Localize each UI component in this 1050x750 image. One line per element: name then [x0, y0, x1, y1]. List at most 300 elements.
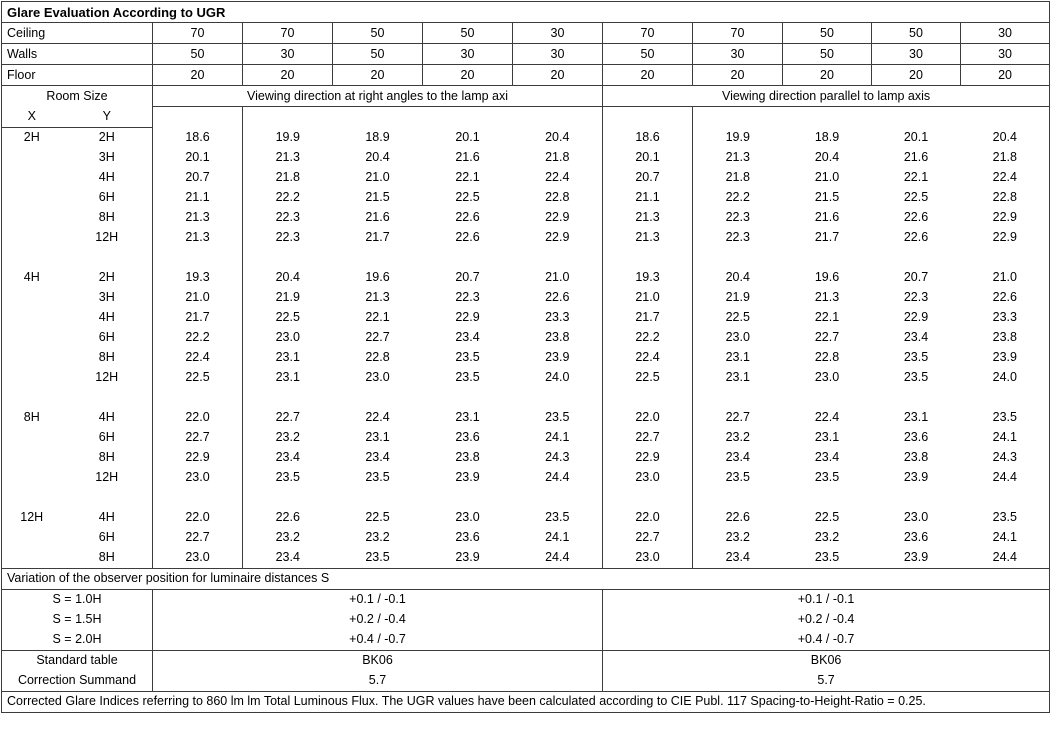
ceiling-value: 50 — [333, 23, 423, 44]
ugr-value: 22.8 — [961, 188, 1050, 208]
y-value: 6H — [62, 528, 153, 548]
grid-cell — [603, 107, 693, 128]
ugr-value: 22.7 — [725, 410, 750, 425]
grid-cell — [693, 107, 783, 128]
ugr-value: 22.2 — [275, 190, 300, 205]
variation-left-value: +0.4 / -0.7 — [153, 630, 603, 651]
ugr-value: 20.4 — [275, 270, 300, 285]
ceiling-value: 50 — [423, 23, 513, 44]
group-spacer-row — [2, 388, 1050, 408]
grid-cell — [153, 248, 243, 268]
ugr-value: 21.8 — [725, 170, 750, 185]
ugr-value: 23.0 — [153, 548, 243, 569]
ugr-value: 24.1 — [961, 528, 1050, 548]
x-value — [2, 528, 62, 548]
grid-cell — [2, 488, 62, 508]
table-row — [2, 610, 1050, 630]
ugr-value: 20.7 — [153, 168, 243, 188]
ugr-value: 19.3 — [603, 268, 693, 288]
ugr-value: 23.9 — [513, 348, 603, 368]
ugr-value: 24.3 — [961, 448, 1050, 468]
ugr-value: 23.5 — [455, 370, 480, 385]
ugr-value: 21.0 — [814, 170, 840, 185]
floor-value: 20 — [872, 65, 961, 86]
ugr-value: 23.9 — [903, 470, 929, 485]
ugr-value: 20.7 — [455, 270, 480, 285]
ugr-value: 22.7 — [814, 330, 840, 345]
y-value: 12H — [62, 368, 153, 388]
ugr-value: 22.5 — [365, 510, 390, 525]
grid-cell — [783, 488, 872, 508]
grid-cell — [333, 248, 423, 268]
ugr-value: 23.5 — [783, 548, 872, 569]
ugr-value: 22.2 — [153, 328, 243, 348]
grid-cell — [333, 388, 423, 408]
ugr-value: 22.4 — [513, 168, 603, 188]
ugr-value: 23.8 — [903, 450, 929, 465]
ugr-value: 23.1 — [275, 350, 300, 365]
ugr-value: 22.9 — [903, 310, 929, 325]
ugr-value: 22.3 — [903, 290, 929, 305]
standard-table-right-value: BK06 — [603, 650, 1050, 671]
ugr-value: 23.0 — [725, 330, 750, 345]
x-value: 2H — [2, 127, 62, 148]
ugr-value: 21.7 — [603, 308, 693, 328]
ugr-value: 18.9 — [814, 130, 840, 144]
ugr-value: 22.6 — [961, 288, 1050, 308]
ugr-value: 20.1 — [603, 148, 693, 168]
grid-cell — [2, 248, 62, 268]
ugr-value: 21.6 — [455, 150, 480, 165]
ugr-value: 23.5 — [333, 548, 423, 569]
table-row — [2, 288, 1050, 308]
ugr-value: 20.4 — [513, 127, 603, 148]
ugr-value: 18.6 — [153, 127, 243, 148]
ugr-value: 23.2 — [365, 530, 390, 545]
ugr-value: 18.6 — [603, 127, 693, 148]
ceiling-value: 70 — [153, 23, 243, 44]
floor-value: 20 — [513, 65, 603, 86]
ugr-value: 21.6 — [903, 150, 929, 165]
ugr-value: 21.3 — [153, 228, 243, 248]
ceiling-value: 30 — [513, 23, 603, 44]
ceiling-value: 50 — [872, 23, 961, 44]
grid-cell — [872, 388, 961, 408]
ugr-value: 21.3 — [603, 208, 693, 228]
variation-label: S = 1.5H — [2, 610, 153, 630]
ugr-value: 21.6 — [365, 210, 390, 225]
ugr-value: 21.3 — [153, 208, 243, 228]
walls-value: 30 — [423, 44, 513, 65]
floor-value: 20 — [423, 65, 513, 86]
variation-left-value: +0.2 / -0.4 — [153, 610, 603, 630]
row-label-floor: Floor — [2, 65, 153, 86]
ugr-value: 22.6 — [513, 288, 603, 308]
ugr-value: 22.3 — [275, 210, 300, 225]
ugr-value: 22.4 — [365, 410, 390, 425]
ugr-value: 23.5 — [275, 470, 300, 485]
ugr-value: 21.0 — [603, 288, 693, 308]
ugr-value: 22.1 — [814, 310, 840, 325]
ugr-value: 21.9 — [275, 290, 300, 305]
ugr-value: 21.5 — [814, 190, 840, 205]
ugr-value: 22.3 — [725, 210, 750, 225]
ugr-value: 22.0 — [603, 408, 693, 428]
table-title-row — [2, 2, 1050, 23]
ugr-value: 23.2 — [275, 430, 300, 445]
table-row — [2, 548, 1050, 569]
x-value — [2, 428, 62, 448]
grid-cell — [62, 248, 153, 268]
standard-table-label: Standard table — [2, 650, 153, 671]
room-size-header: Room Size — [2, 86, 153, 107]
ugr-value: 22.7 — [153, 428, 243, 448]
ugr-value: 20.1 — [153, 148, 243, 168]
grid-cell — [783, 248, 872, 268]
x-value — [2, 228, 62, 248]
y-value: 4H — [62, 168, 153, 188]
table-row — [2, 208, 1050, 228]
ugr-value: 19.3 — [153, 268, 243, 288]
table-row — [2, 589, 1050, 610]
footer-note: Corrected Glare Indices referring to 860 lm lm Total Luminous Flux. The UGR values have been calculated according to CIE Publ. 117 Spacing-to-Height-Ratio = 0.25. — [2, 691, 1050, 712]
x-value: 12H — [2, 508, 62, 528]
grid-cell — [513, 248, 603, 268]
ugr-value: 23.4 — [814, 450, 840, 465]
ugr-value: 23.5 — [365, 470, 390, 485]
ugr-value: 23.6 — [903, 430, 929, 445]
table-row — [2, 228, 1050, 248]
ugr-value: 22.4 — [603, 348, 693, 368]
ugr-value: 22.3 — [455, 290, 480, 305]
ceiling-value: 30 — [961, 23, 1050, 44]
ugr-value: 23.1 — [903, 410, 929, 425]
ugr-value: 22.6 — [455, 230, 480, 245]
ugr-value: 23.5 — [513, 508, 603, 528]
walls-value: 50 — [783, 44, 872, 65]
walls-value: 30 — [513, 44, 603, 65]
y-value: 8H — [62, 348, 153, 368]
variation-label: S = 1.0H — [2, 589, 153, 610]
ugr-value: 22.9 — [455, 310, 480, 325]
x-value — [2, 548, 62, 569]
floor-value: 20 — [693, 65, 783, 86]
row-label-ceiling: Ceiling — [2, 23, 153, 44]
ugr-value: 23.3 — [961, 308, 1050, 328]
ugr-value: 22.6 — [275, 510, 300, 525]
ugr-value: 23.5 — [961, 408, 1050, 428]
table-row — [2, 328, 1050, 348]
x-value — [2, 448, 62, 468]
grid-cell — [62, 388, 153, 408]
ugr-value: 22.0 — [603, 508, 693, 528]
variation-label: S = 2.0H — [2, 630, 153, 651]
floor-value: 20 — [243, 65, 333, 86]
ugr-value: 21.6 — [814, 210, 840, 225]
table-row — [2, 650, 1050, 671]
x-value — [2, 168, 62, 188]
floor-value: 20 — [961, 65, 1050, 86]
ugr-value: 19.6 — [814, 270, 840, 285]
ugr-value: 21.3 — [814, 290, 840, 305]
ugr-value: 23.4 — [275, 450, 300, 465]
ugr-value: 19.9 — [725, 130, 750, 144]
ugr-value: 23.4 — [365, 450, 390, 465]
grid-cell — [333, 107, 423, 128]
ugr-value: 21.3 — [275, 150, 300, 165]
ugr-value: 22.6 — [455, 210, 480, 225]
table-row — [2, 148, 1050, 168]
walls-value: 30 — [961, 44, 1050, 65]
ugr-value: 22.6 — [903, 230, 929, 245]
ugr-value: 23.1 — [455, 410, 480, 425]
ugr-value: 23.8 — [961, 328, 1050, 348]
ugr-value: 23.0 — [903, 510, 929, 525]
ugr-value: 23.5 — [725, 470, 750, 485]
ugr-value: 22.7 — [275, 410, 300, 425]
ugr-value: 22.3 — [275, 230, 300, 245]
x-value — [2, 348, 62, 368]
walls-value: 50 — [333, 44, 423, 65]
table-row — [2, 127, 1050, 148]
table-row — [2, 23, 1050, 44]
grid-cell — [513, 388, 603, 408]
x-value: 8H — [2, 408, 62, 428]
x-value — [2, 328, 62, 348]
ugr-value: 23.1 — [725, 370, 750, 385]
ugr-value: 24.4 — [513, 468, 603, 488]
y-value: 3H — [62, 148, 153, 168]
variation-right-value: +0.2 / -0.4 — [603, 610, 1050, 630]
ugr-value: 22.8 — [365, 350, 390, 365]
ugr-value: 21.7 — [365, 230, 390, 245]
x-value — [2, 148, 62, 168]
x-header: X — [2, 107, 62, 128]
ugr-value: 23.2 — [275, 530, 300, 545]
grid-cell — [603, 248, 693, 268]
y-value: 6H — [62, 328, 153, 348]
ugr-value: 24.4 — [961, 548, 1050, 569]
ugr-value: 21.7 — [153, 308, 243, 328]
ugr-value: 22.9 — [961, 228, 1050, 248]
ugr-value: 21.9 — [725, 290, 750, 305]
walls-value: 30 — [693, 44, 783, 65]
variation-header: Variation of the observer position for luminaire distances S — [2, 568, 1050, 589]
ugr-value: 21.7 — [814, 230, 840, 245]
ugr-value: 22.7 — [365, 330, 390, 345]
ugr-value: 21.0 — [513, 268, 603, 288]
y-value: 8H — [62, 548, 153, 569]
ugr-value: 23.4 — [903, 330, 929, 345]
ugr-table — [1, 1, 1050, 713]
table-row — [2, 44, 1050, 65]
ugr-value: 23.0 — [603, 468, 693, 488]
y-value: 8H — [62, 208, 153, 228]
floor-value: 20 — [153, 65, 243, 86]
ugr-value: 23.9 — [872, 548, 961, 569]
ugr-value: 20.4 — [365, 150, 390, 165]
grid-cell — [62, 488, 153, 508]
table-row — [2, 408, 1050, 428]
y-value: 2H — [62, 127, 153, 148]
ugr-value: 23.8 — [513, 328, 603, 348]
grid-cell — [423, 107, 513, 128]
grid-cell — [693, 248, 783, 268]
floor-value: 20 — [333, 65, 423, 86]
ugr-value: 23.4 — [455, 330, 480, 345]
ugr-value: 22.7 — [603, 528, 693, 548]
ugr-value: 22.3 — [725, 230, 750, 245]
table-row — [2, 65, 1050, 86]
ceiling-value: 70 — [243, 23, 333, 44]
ugr-value: 21.8 — [275, 170, 300, 185]
variation-header-row — [2, 568, 1050, 589]
table-row — [2, 188, 1050, 208]
ugr-value: 22.1 — [903, 170, 929, 185]
ugr-value: 23.1 — [725, 350, 750, 365]
ugr-value: 21.0 — [961, 268, 1050, 288]
ugr-value: 20.4 — [961, 127, 1050, 148]
grid-cell — [783, 107, 872, 128]
ugr-value: 24.0 — [961, 368, 1050, 388]
variation-right-value: +0.1 / -0.1 — [603, 589, 1050, 610]
table-row — [2, 428, 1050, 448]
ugr-value: 22.0 — [153, 408, 243, 428]
floor-value: 20 — [603, 65, 693, 86]
floor-value: 20 — [783, 65, 872, 86]
ugr-value: 23.0 — [153, 468, 243, 488]
table-row — [2, 671, 1050, 692]
y-value: 2H — [62, 268, 153, 288]
y-value: 3H — [62, 288, 153, 308]
ugr-value: 22.5 — [603, 368, 693, 388]
x-value — [2, 208, 62, 228]
ugr-value: 23.4 — [693, 548, 783, 569]
ugr-value: 23.5 — [814, 470, 840, 485]
ugr-value: 21.1 — [603, 188, 693, 208]
ugr-value: 22.9 — [513, 228, 603, 248]
grid-cell — [513, 107, 603, 128]
ugr-value: 22.8 — [513, 188, 603, 208]
ugr-value: 21.3 — [603, 228, 693, 248]
ugr-value: 20.7 — [903, 270, 929, 285]
viewing-direction-right-angles-header: Viewing direction at right angles to the lamp axi — [153, 86, 603, 107]
y-value: 6H — [62, 188, 153, 208]
ugr-value: 24.1 — [513, 528, 603, 548]
ugr-value: 23.5 — [455, 350, 480, 365]
ugr-value: 23.5 — [961, 508, 1050, 528]
ugr-value: 22.5 — [903, 190, 929, 205]
ugr-value: 21.3 — [725, 150, 750, 165]
ugr-value: 23.8 — [455, 450, 480, 465]
table-row — [2, 348, 1050, 368]
ugr-value: 22.9 — [513, 208, 603, 228]
walls-value: 30 — [872, 44, 961, 65]
ugr-value: 23.1 — [275, 370, 300, 385]
ugr-value: 22.5 — [153, 368, 243, 388]
variation-right-value: +0.4 / -0.7 — [603, 630, 1050, 651]
ugr-value: 23.1 — [814, 430, 840, 445]
y-value: 12H — [62, 228, 153, 248]
ugr-value: 22.4 — [961, 168, 1050, 188]
grid-cell — [961, 248, 1050, 268]
table-header-row — [2, 86, 1050, 107]
correction-summand-left-value: 5.7 — [153, 671, 603, 692]
table-row — [2, 468, 1050, 488]
ugr-value: 23.0 — [275, 330, 300, 345]
ugr-value: 18.9 — [365, 130, 390, 144]
ugr-value: 23.0 — [365, 370, 390, 385]
standard-table-left-value: BK06 — [153, 650, 603, 671]
ugr-value: 21.3 — [365, 290, 390, 305]
grid-cell — [961, 488, 1050, 508]
ugr-value: 22.9 — [961, 208, 1050, 228]
table-row — [2, 508, 1050, 528]
grid-cell — [153, 107, 243, 128]
ugr-value: 23.4 — [243, 548, 333, 569]
variation-left-value: +0.1 / -0.1 — [153, 589, 603, 610]
ugr-value: 23.2 — [725, 430, 750, 445]
x-value — [2, 368, 62, 388]
y-value: 4H — [62, 408, 153, 428]
ugr-value: 23.0 — [814, 370, 840, 385]
ugr-value: 19.9 — [275, 130, 300, 144]
grid-cell — [153, 488, 243, 508]
y-value: 8H — [62, 448, 153, 468]
ugr-value: 24.1 — [961, 428, 1050, 448]
ugr-value: 22.9 — [603, 448, 693, 468]
grid-cell — [961, 107, 1050, 128]
ugr-value: 24.4 — [961, 468, 1050, 488]
grid-cell — [153, 388, 243, 408]
grid-cell — [693, 488, 783, 508]
ugr-value: 22.5 — [275, 310, 300, 325]
ugr-value: 23.2 — [725, 530, 750, 545]
correction-summand-right-value: 5.7 — [603, 671, 1050, 692]
table-header-row — [2, 107, 1050, 128]
ugr-value: 23.6 — [903, 530, 929, 545]
x-value: 4H — [2, 268, 62, 288]
y-value: 4H — [62, 508, 153, 528]
y-value: 12H — [62, 468, 153, 488]
walls-value: 50 — [603, 44, 693, 65]
ugr-value: 23.0 — [603, 548, 693, 569]
grid-cell — [423, 488, 513, 508]
correction-summand-label: Correction Summand — [2, 671, 153, 692]
ugr-value: 22.5 — [455, 190, 480, 205]
ugr-value: 23.5 — [513, 408, 603, 428]
ugr-value: 21.0 — [365, 170, 390, 185]
x-value — [2, 288, 62, 308]
ugr-value: 23.6 — [455, 530, 480, 545]
ugr-value: 22.2 — [725, 190, 750, 205]
ceiling-value: 70 — [693, 23, 783, 44]
ugr-value: 22.2 — [603, 328, 693, 348]
ugr-value: 24.4 — [513, 548, 603, 569]
page-title: Glare Evaluation According to UGR — [2, 2, 1050, 23]
grid-cell — [783, 388, 872, 408]
ugr-value: 19.6 — [365, 270, 390, 285]
ugr-value: 21.1 — [153, 188, 243, 208]
table-row — [2, 268, 1050, 288]
ugr-value: 20.1 — [903, 130, 929, 144]
table-row — [2, 528, 1050, 548]
ugr-value: 23.5 — [903, 370, 929, 385]
grid-cell — [243, 488, 333, 508]
table-row — [2, 308, 1050, 328]
ugr-value: 22.0 — [153, 508, 243, 528]
grid-cell — [423, 248, 513, 268]
